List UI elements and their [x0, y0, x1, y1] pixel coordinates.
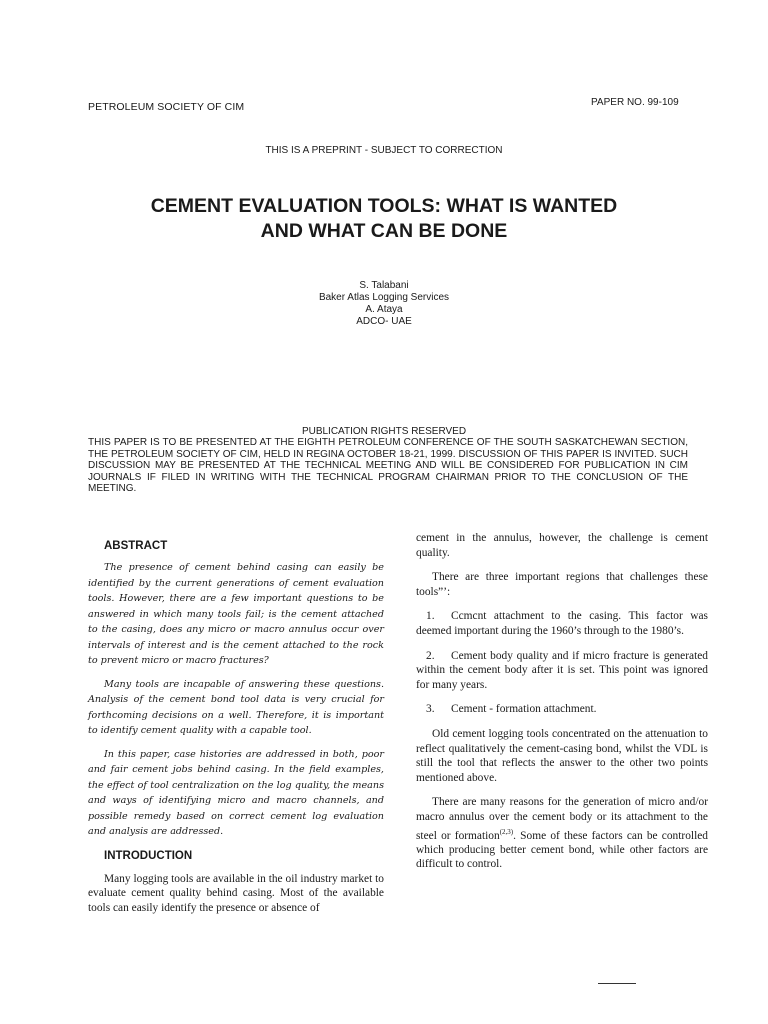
- rights-heading: PUBLICATION RIGHTS RESERVED: [301, 426, 467, 437]
- body-paragraph-3: Old cement logging tools concentrated on the attenuation to reflect qualitatively the cement-casing bond, whilst the VDL is still the tool that reflects the answer to the other two points mentioned above.: [416, 727, 708, 784]
- body-paragraph-2: There are three important regions that challenges these tools”’:: [416, 571, 708, 598]
- paper-title: [0, 194, 768, 244]
- footnote-rule: [598, 983, 636, 984]
- item-number: 2.: [426, 649, 435, 662]
- item-number: 3.: [426, 703, 435, 716]
- author-affiliation-2: ADCO- UAE: [356, 316, 412, 327]
- author-block: [0, 280, 768, 328]
- citation-reference: (2,3): [499, 827, 514, 836]
- society-name: PETROLEUM SOCIETY OF CIM: [88, 101, 245, 113]
- right-column: [416, 531, 708, 882]
- paragraph-text: . Some of these factors can be controlled which producing better cement bond, while other factors are difficult to control.: [416, 829, 708, 871]
- rights-notice: THIS PAPER IS TO BE PRESENTED AT THE EIGHTH PETROLEUM CONFERENCE OF THE SOUTH SASKATCHEWAN SECTION, THE PETROLEUM SOCIETY OF CIM, HELD IN REGINA OCTOBER 18-21, 1999. DISCUSSION OF THIS PAPER IS INVITED. SUCH DISCUSSION MAY BE PRESENTED AT THE TECHNICAL MEETING AND WILL BE CONSIDERED FOR PUBLICATION IN CIM JOURNALS IF FILED IN WRITING WITH THE TECHNICAL PROGRAM CHAIRMAN PRIOR TO THE CONCLUSION OF THE MEETING.: [88, 437, 688, 494]
- item-number: 1.: [426, 610, 435, 623]
- item-text: Cement - formation attachment.: [451, 703, 597, 716]
- item-text: Cement body quality and if micro fracture is generated within the cement body after it is set. This point was ignored for many years.: [416, 649, 708, 691]
- author-name-2: A. Ataya: [365, 304, 403, 315]
- title-line-1: CEMENT EVALUATION TOOLS: WHAT IS WANTED: [150, 195, 618, 217]
- numbered-item-2: [416, 649, 708, 693]
- preprint-notice: THIS IS A PREPRINT - SUBJECT TO CORRECTION: [265, 145, 503, 156]
- paper-number: PAPER NO. 99-109: [591, 97, 679, 108]
- numbered-item-3: [416, 702, 708, 717]
- abstract-paragraph-1: The presence of cement behind casing can easily be identified by the current generations of cement evaluation tools. However, there are a few important questions to be answered in which many tools fail; is the cement attached to the casing, does any micro or macro annulus occur over intervals of interest and is the cement attached to the rock to prevent micro or macro fractures?: [88, 562, 384, 666]
- title-line-2: AND WHAT CAN BE DONE: [260, 220, 508, 242]
- abstract-paragraph-3: In this paper, case histories are addressed in both, poor and fair cement jobs behind casing. In the field examples, the effect of tool centralization on the log quality, the means and ways of identifying micro and macro channels, and possible remedy based on correct cement log evaluation and analysis are addressed.: [88, 748, 384, 837]
- abstract-heading: ABSTRACT: [104, 540, 168, 552]
- body-paragraph-4: [416, 795, 708, 872]
- introduction-heading: INTRODUCTION: [104, 849, 193, 862]
- introduction-paragraph-1: Many logging tools are available in the oil industry market to evaluate cement quality behind casing. Most of the available tools can easily identify the presence or absence of: [88, 872, 384, 914]
- item-text: Ccmcnt attachment to the casing. This factor was deemed important during the 1960’s through to the 1980’s.: [416, 610, 708, 637]
- numbered-item-1: [416, 609, 708, 638]
- paragraph-text: There are many reasons for the generation of micro and/or macro annulus over the cement body or its attachment to the steel or formation: [416, 796, 708, 842]
- left-column: [88, 540, 384, 915]
- abstract-paragraph-2: Many tools are incapable of answering these questions. Analysis of the cement bond tool data is very crucial for forthcoming decisions on a well. Therefore, it is important to identify cement quality with a capable tool.: [88, 678, 384, 736]
- body-paragraph-1: cement in the annulus, however, the challenge is cement quality.: [416, 532, 708, 559]
- author-affiliation-1: Baker Atlas Logging Services: [318, 292, 450, 303]
- author-name-1: S. Talabani: [359, 280, 409, 291]
